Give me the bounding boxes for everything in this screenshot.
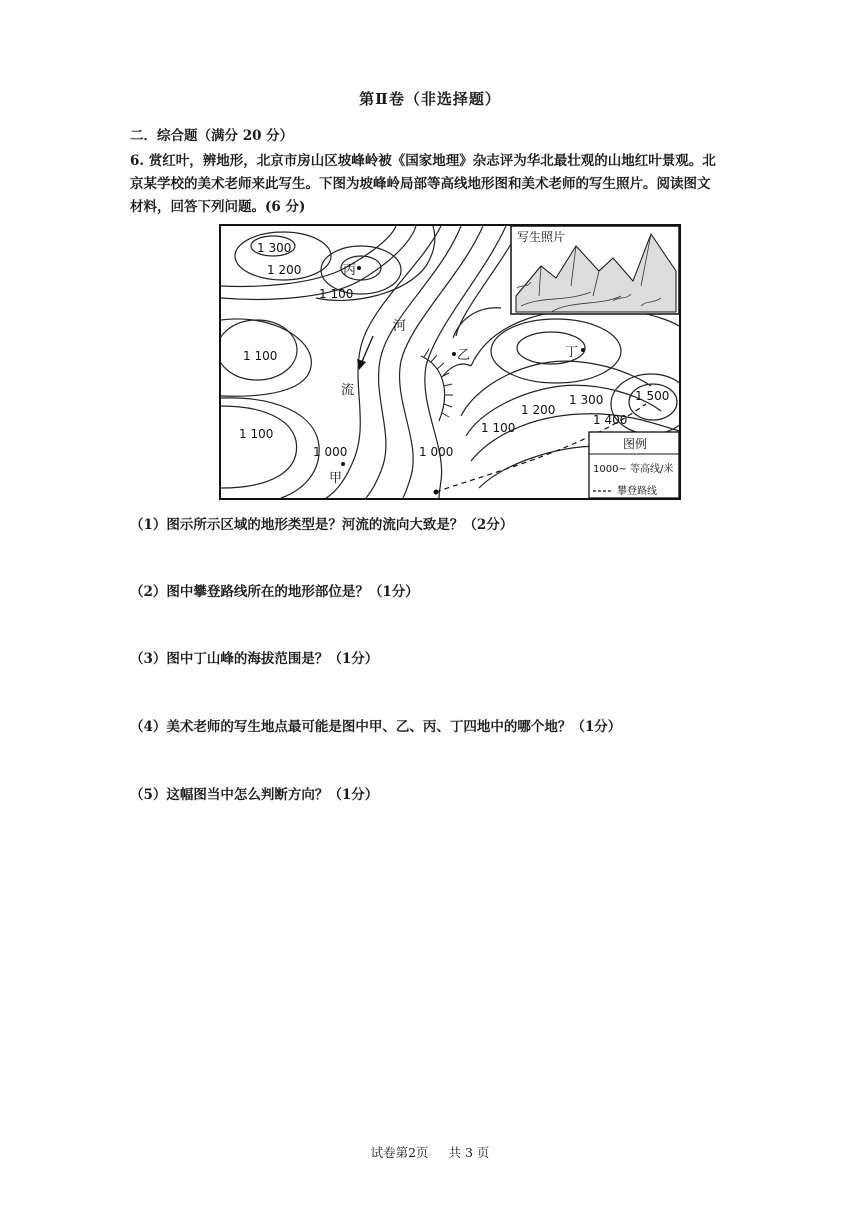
- photo-label: 写生照片: [517, 230, 566, 244]
- contour-label: 1 200: [267, 263, 302, 277]
- contour-label: 1 100: [239, 427, 274, 441]
- sub-question-5: （5）这幅图当中怎么判断方向？（1分）: [130, 787, 379, 803]
- legend-route: 攀登路线: [617, 486, 657, 497]
- place-dot: [452, 352, 456, 356]
- sub-question-3: （3）图中丁山峰的海拔范围是？（1分）: [130, 651, 379, 667]
- contour-label: 1 200: [521, 403, 556, 417]
- contour-label: 1 100: [243, 349, 278, 363]
- contour-label: 1 000: [313, 445, 348, 459]
- place-ding: 丁: [565, 345, 579, 360]
- river-char: 流: [341, 383, 355, 398]
- footer-page: 试卷第2页: [370, 1145, 429, 1160]
- contour-map-figure: [219, 224, 681, 500]
- place-jia: 甲: [329, 471, 343, 486]
- sub-question-2: （2）图中攀登路线所在的地形部位是？（1分）: [130, 584, 419, 600]
- river-char: 河: [393, 319, 407, 334]
- contour-label: 1 500: [635, 389, 670, 403]
- route-start-dot: [434, 490, 439, 495]
- contour-label: 1 400: [593, 413, 628, 427]
- page-footer: [0, 1143, 860, 1161]
- question-intro-line: 6. 赏红叶，辨地形，北京市房山区坡峰岭被《国家地理》杂志评为华北最壮观的山地红叶景观。北: [130, 153, 716, 169]
- question-intro: [130, 150, 742, 219]
- question-intro-line: 京某学校的美术老师来此写生。下图为坡峰岭局部等高线地形图和美术老师的写生照片。阅读图文: [130, 176, 711, 192]
- contour-map: [221, 226, 679, 498]
- contour-label: 1 000: [419, 445, 454, 459]
- contour-label: 1 100: [319, 287, 354, 301]
- place-dot: [357, 266, 361, 270]
- place-bing: 丙: [343, 263, 357, 278]
- place-dot: [341, 462, 345, 466]
- map-legend: [589, 432, 679, 498]
- contour-label: 1 300: [569, 393, 604, 407]
- contour-label: 1 100: [481, 421, 516, 435]
- legend-contour: 1000~ 等高线/米: [593, 464, 674, 475]
- sub-question-4: （4）美术老师的写生地点最可能是图中甲、乙、丙、丁四地中的哪个地？（1分）: [130, 719, 622, 735]
- sub-question-1: （1）图示所示区域的地形类型是？河流的流向大致是？（2分）: [130, 517, 514, 533]
- question-intro-line: 材料，回答下列问题。(6 分): [130, 199, 306, 215]
- footer-total: 共 3 页: [448, 1145, 490, 1160]
- place-dot: [581, 348, 585, 352]
- contour-label: 1 300: [257, 241, 292, 255]
- legend-title: 图例: [623, 437, 648, 451]
- place-yi: 乙: [457, 348, 471, 363]
- section-heading: 二．综合题（满分 20 分）: [130, 128, 294, 144]
- paper-section-title: 第Ⅱ卷（非选择题）: [359, 90, 501, 108]
